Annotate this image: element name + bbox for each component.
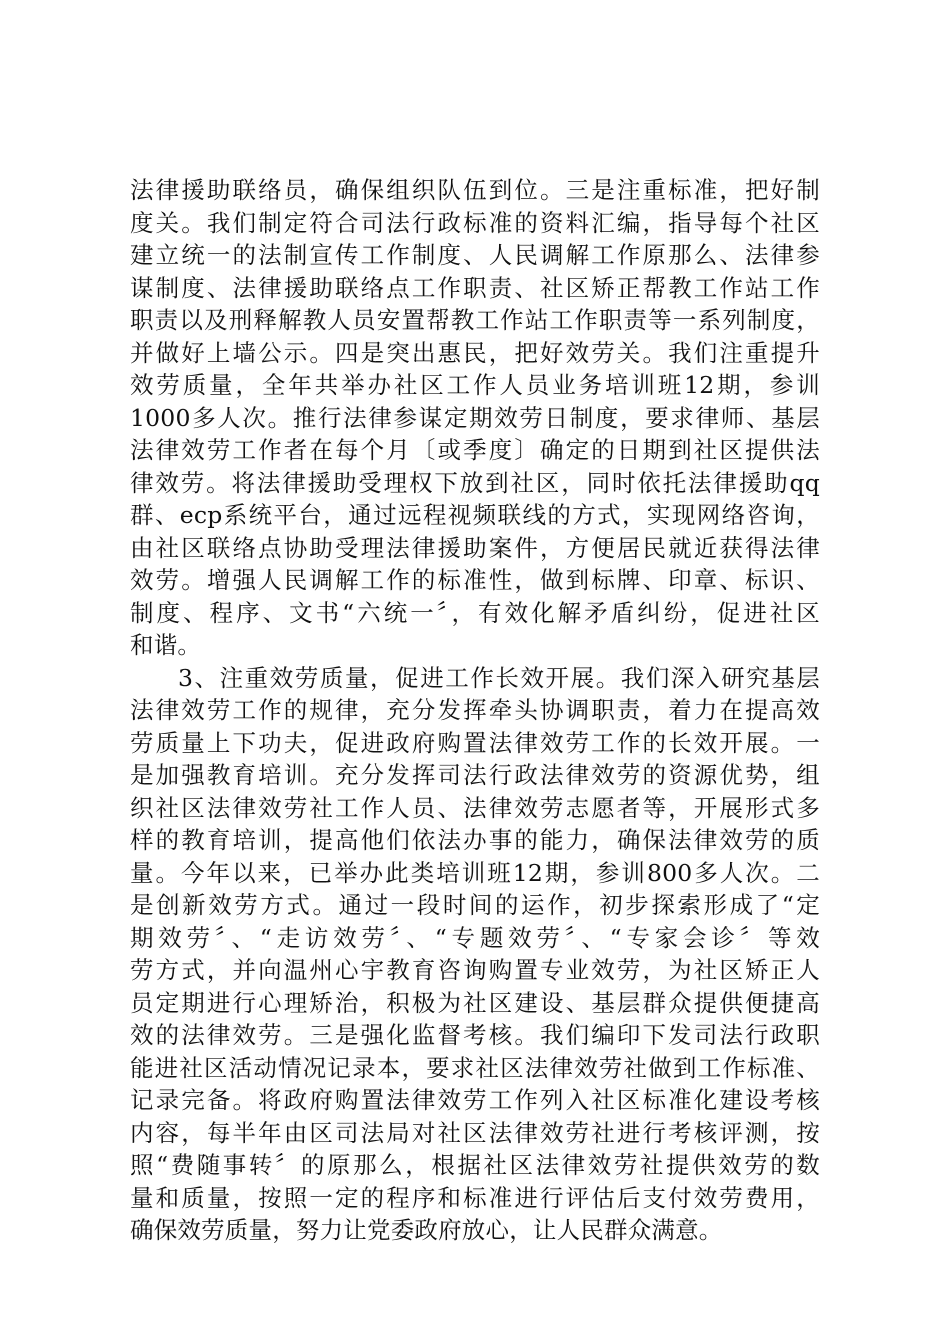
text-line: 劳方式，并向温州心宇教育咨询购置专业效劳，为社区矫正人 (130, 956, 820, 984)
text-line: 量和质量，按照一定的程序和标准进行评估后支付效劳费用， (130, 1183, 820, 1212)
text-line: 由社区联络点协助受理法律援助案件，方便居民就近获得法律 (130, 533, 820, 562)
text-line: 度关。我们制定符合司法行政标准的资料汇编，指导每个社区 (130, 208, 820, 237)
text-line: 并做好上墙公示。四是突出惠民，把好效劳关。我们注重提升 (130, 338, 820, 367)
text-line: 是创新效劳方式。通过一段时间的运作，初步探索形成了“定 (130, 891, 820, 919)
document-body (130, 174, 820, 1247)
text-line: 劳质量上下功夫，促进政府购置法律效劳工作的长效开展。一 (130, 728, 820, 757)
text-line: 3、注重效劳质量，促进工作长效开展。我们深入研究基层 (178, 663, 820, 692)
text-line: 效劳。增强人民调解工作的标准性，做到标牌、印章、标识、 (130, 566, 820, 594)
text-line: 法律效劳工作者在每个月〔或季度〕确定的日期到社区提供法 (130, 436, 820, 464)
text-line: 效的法律效劳。三是强化监督考核。我们编印下发司法行政职 (130, 1021, 820, 1049)
text-line: 量。今年以来，已举办此类培训班12期，参训800多人次。二 (130, 858, 820, 887)
text-line: 法律援助联络员，确保组织队伍到位。三是注重标准，把好制 (130, 176, 820, 204)
text-line: 律效劳。将法律援助受理权下放到社区，同时依托法律援助qq (130, 468, 820, 497)
paragraph-2 (130, 662, 820, 1247)
text-line: 和谐。 (130, 631, 202, 659)
text-line: 内容，每半年由区司法局对社区法律效劳社进行考核评测，按 (130, 1118, 820, 1147)
text-line: 法律效劳工作的规律，充分发挥牵头协调职责，着力在提高效 (130, 696, 820, 724)
text-line: 职责以及刑释解教人员安置帮教工作站工作职责等一系列制度， (130, 306, 820, 334)
text-line: 确保效劳质量，努力让党委政府放心，让人民群众满意。 (130, 1216, 723, 1244)
paragraph-1 (130, 174, 820, 662)
text-line: 谋制度、法律援助联络点工作职责、社区矫正帮教工作站工作 (130, 273, 820, 302)
text-line: 照“费随事转〞的原那么，根据社区法律效劳社提供效劳的数 (130, 1151, 820, 1179)
text-line: 群、ecp系统平台，通过远程视频联线的方式，实现网络咨询， (130, 501, 820, 529)
text-line: 制度、程序、文书“六统一〞，有效化解矛盾纠纷，促进社区 (130, 598, 820, 627)
text-line: 员定期进行心理矫治，积极为社区建设、基层群众提供便捷高 (130, 988, 820, 1017)
text-line: 样的教育培训，提高他们依法办事的能力，确保法律效劳的质 (130, 826, 820, 854)
text-line: 是加强教育培训。充分发挥司法行政法律效劳的资源优势，组 (130, 761, 820, 789)
text-line: 期效劳〞、“走访效劳〞、“专题效劳〞、“专家会诊〞等效 (130, 923, 820, 952)
text-line: 织社区法律效劳社工作人员、法律效劳志愿者等，开展形式多 (130, 793, 820, 822)
text-line: 能进社区活动情况记录本，要求社区法律效劳社做到工作标准、 (130, 1053, 820, 1082)
text-line: 建立统一的法制宣传工作制度、人民调解工作原那么、法律参 (130, 241, 820, 269)
text-line: 1000多人次。推行法律参谋定期效劳日制度，要求律师、基层 (130, 403, 820, 432)
text-line: 效劳质量，全年共举办社区工作人员业务培训班12期，参训 (130, 371, 820, 399)
text-line: 记录完备。将政府购置法律效劳工作列入社区标准化建设考核 (130, 1086, 820, 1114)
